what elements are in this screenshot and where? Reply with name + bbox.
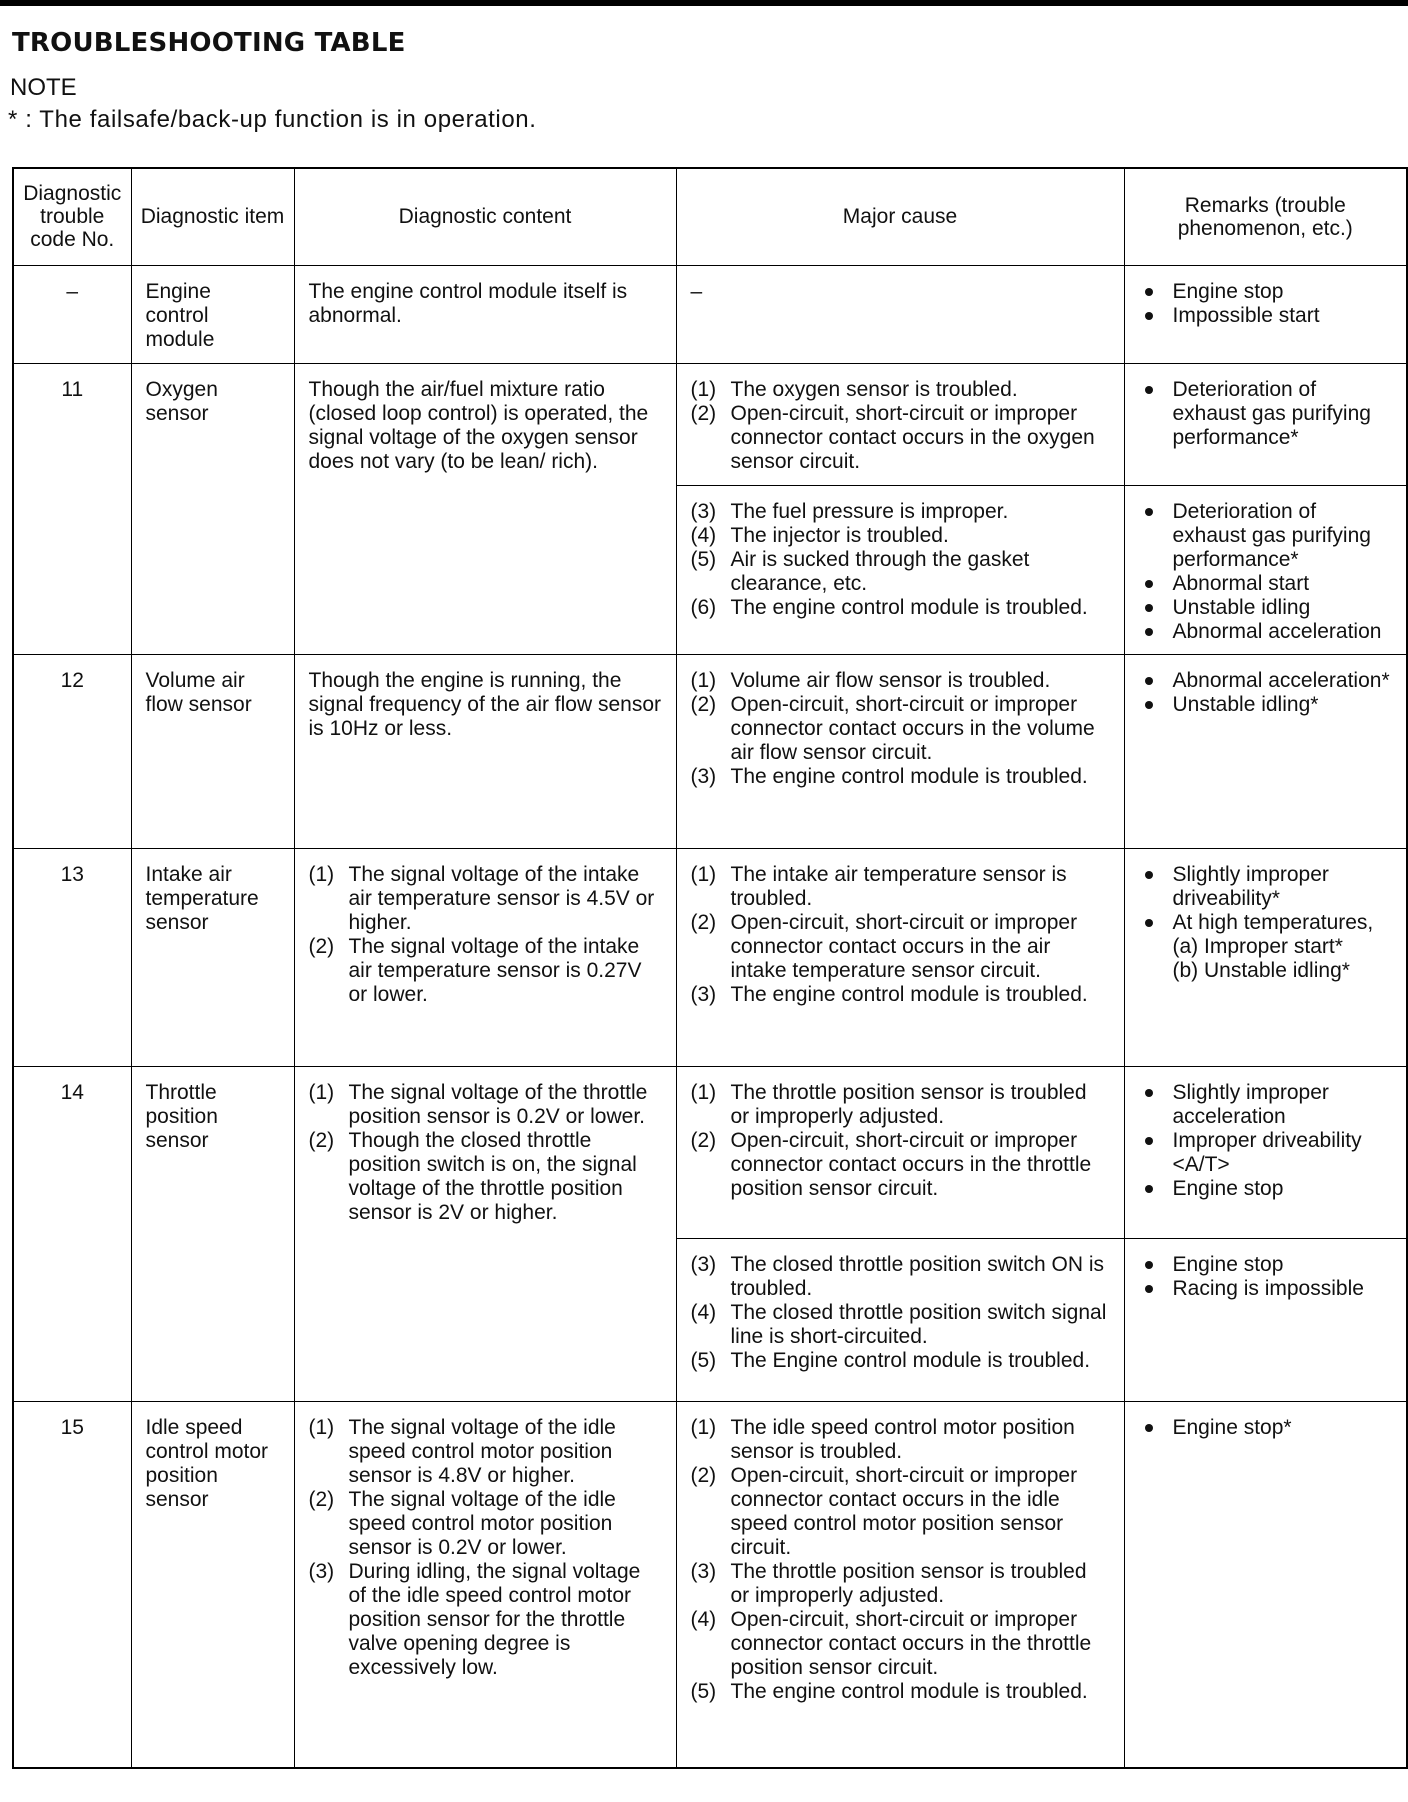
cause-list — [691, 669, 1110, 789]
bullet-icon — [1139, 1253, 1173, 1277]
item-number: (2) — [690, 1128, 717, 1152]
remark-item — [1139, 1253, 1393, 1277]
remarks-list — [1139, 1081, 1393, 1201]
bullet-icon — [1139, 1177, 1173, 1201]
item-text: The closed throttle position switch ON is troubled. — [730, 1252, 1104, 1300]
item-text: The throttle position sensor is troubled or improperly adjusted. — [730, 1559, 1087, 1607]
diagnostic-content — [294, 363, 676, 654]
item-number: (1) — [690, 668, 717, 692]
list-item — [691, 596, 1110, 620]
diagnostic-content — [294, 1401, 676, 1768]
list-item — [309, 863, 662, 935]
item-text: The engine control module is troubled. — [730, 982, 1088, 1006]
item-text: The idle speed control motor position sensor is troubled. — [730, 1415, 1075, 1463]
item-text: The oxygen sensor is troubled. — [730, 377, 1018, 401]
list-item — [691, 1416, 1110, 1464]
list-item — [309, 1488, 662, 1560]
item-number: (1) — [308, 1415, 335, 1439]
major-cause — [676, 1066, 1124, 1238]
cause-list — [691, 863, 1110, 1007]
remarks — [1124, 485, 1407, 654]
list-item — [691, 1253, 1110, 1301]
content-text: The engine control module itself is abnormal. — [308, 279, 628, 327]
cause-list — [691, 1081, 1110, 1201]
remarks — [1124, 848, 1407, 1066]
item-number: (4) — [690, 1607, 717, 1631]
list-item — [309, 1416, 662, 1488]
remarks — [1124, 1401, 1407, 1768]
trouble-code: 12 — [13, 654, 131, 848]
item-text: The engine control module is troubled. — [730, 1679, 1088, 1703]
content-list — [309, 1416, 662, 1680]
list-item — [691, 1129, 1110, 1201]
table-row — [13, 265, 1407, 363]
remark-item — [1139, 1129, 1393, 1177]
list-item — [691, 402, 1110, 474]
remark-item — [1139, 280, 1393, 304]
remark-item — [1139, 911, 1393, 983]
major-cause — [676, 654, 1124, 848]
item-number: (2) — [308, 934, 335, 958]
item-text: Open-circuit, short-circuit or improper connector contact occurs in the throttle position sensor circuit. — [730, 1607, 1092, 1679]
item-text: The injector is troubled. — [730, 523, 949, 547]
item-text: The signal voltage of the idle speed control motor position sensor is 4.8V or higher. — [348, 1415, 616, 1487]
major-cause — [676, 848, 1124, 1066]
bullet-icon — [1139, 1277, 1173, 1301]
cause-list — [691, 1253, 1110, 1373]
item-number: (5) — [690, 547, 717, 571]
cause-list — [691, 500, 1110, 620]
bullet-icon — [1139, 1129, 1173, 1177]
item-number: (5) — [690, 1348, 717, 1372]
remarks-list — [1139, 1416, 1393, 1440]
remark-text: Engine stop — [1172, 1252, 1284, 1276]
remark-item — [1139, 620, 1393, 644]
cause-text: – — [690, 279, 703, 303]
item-number: (2) — [690, 692, 717, 716]
item-text: Open-circuit, short-circuit or improper connector contact occurs in the oxygen sensor circuit. — [730, 401, 1095, 473]
bullet-icon — [1139, 693, 1173, 717]
item-number: (2) — [690, 1463, 717, 1487]
list-item — [309, 1560, 662, 1680]
header-remarks: Remarks (trouble phenomenon, etc.) — [1124, 168, 1407, 265]
list-item — [691, 500, 1110, 524]
major-cause — [676, 265, 1124, 363]
item-text: The signal voltage of the intake air temperature sensor is 0.27V or lower. — [348, 934, 642, 1006]
remark-text: Abnormal acceleration* — [1172, 668, 1390, 692]
item-number: (3) — [690, 1559, 717, 1583]
header-content: Diagnostic content — [294, 168, 676, 265]
remark-item — [1139, 1177, 1393, 1201]
item-number: (2) — [308, 1128, 335, 1152]
list-item — [691, 1560, 1110, 1608]
item-text: The throttle position sensor is troubled or improperly adjusted. — [730, 1080, 1087, 1128]
item-number: (1) — [690, 862, 717, 886]
content-list — [309, 1081, 662, 1225]
item-number: (3) — [308, 1559, 335, 1583]
item-number: (3) — [690, 982, 717, 1006]
remarks — [1124, 654, 1407, 848]
item-text: Open-circuit, short-circuit or improper connector contact occurs in the volume air flow sensor circuit. — [730, 692, 1095, 764]
bullet-icon — [1139, 911, 1173, 983]
remark-item — [1139, 572, 1393, 596]
bullet-icon — [1139, 596, 1173, 620]
remark-text: Slightly improper acceleration — [1172, 1080, 1329, 1128]
bullet-icon — [1139, 304, 1173, 328]
header-code: Diagnostic trouble code No. — [13, 168, 131, 265]
major-cause — [676, 1238, 1124, 1401]
remark-item — [1139, 863, 1393, 911]
table-row — [13, 1401, 1407, 1768]
troubleshooting-table — [12, 167, 1408, 1769]
remarks — [1124, 265, 1407, 363]
item-number: (1) — [690, 1080, 717, 1104]
remark-text: Impossible start — [1172, 303, 1320, 327]
list-item — [691, 378, 1110, 402]
remarks-list — [1139, 1253, 1393, 1301]
list-item — [691, 983, 1110, 1007]
list-item — [691, 1680, 1110, 1704]
list-item — [691, 1301, 1110, 1349]
trouble-code: 15 — [13, 1401, 131, 1768]
list-item — [691, 669, 1110, 693]
remark-item — [1139, 693, 1393, 717]
item-number: (6) — [690, 595, 717, 619]
list-item — [691, 1081, 1110, 1129]
remarks-list — [1139, 863, 1393, 983]
item-number: (1) — [690, 377, 717, 401]
list-item — [691, 911, 1110, 983]
page-title: TROUBLESHOOTING TABLE — [12, 28, 406, 58]
bullet-icon — [1139, 620, 1173, 644]
remark-text: At high temperatures, (a) Improper start* (b) Unstable idling* — [1172, 910, 1374, 982]
remarks — [1124, 1066, 1407, 1238]
remarks — [1124, 363, 1407, 485]
item-text: The signal voltage of the intake air temperature sensor is 4.5V or higher. — [348, 862, 655, 934]
item-number: (3) — [690, 764, 717, 788]
bullet-icon — [1139, 863, 1173, 911]
diagnostic-content — [294, 654, 676, 848]
diagnostic-item: Volume air flow sensor — [131, 654, 294, 848]
remark-item — [1139, 1416, 1393, 1440]
remark-item — [1139, 669, 1393, 693]
bullet-icon — [1139, 669, 1173, 693]
note-label: NOTE — [10, 74, 77, 101]
remark-text: Deterioration of exhaust gas purifying performance* — [1172, 499, 1371, 571]
table-row — [13, 363, 1407, 485]
bullet-icon — [1139, 280, 1173, 304]
list-item — [691, 1349, 1110, 1373]
list-item — [691, 693, 1110, 765]
remark-text: Racing is impossible — [1172, 1276, 1364, 1300]
item-text: The engine control module is troubled. — [730, 595, 1088, 619]
content-list — [309, 863, 662, 1007]
remark-item — [1139, 596, 1393, 620]
item-number: (1) — [308, 862, 335, 886]
diagnostic-content — [294, 1066, 676, 1401]
item-number: (2) — [690, 401, 717, 425]
item-number: (4) — [690, 1300, 717, 1324]
remark-item — [1139, 1081, 1393, 1129]
header-item: Diagnostic item — [131, 168, 294, 265]
remarks-list — [1139, 280, 1393, 328]
diagnostic-item: Idle speed control motor position sensor — [131, 1401, 294, 1768]
cause-list — [691, 1416, 1110, 1704]
remarks-list — [1139, 669, 1393, 717]
cause-list — [691, 378, 1110, 474]
item-text: Open-circuit, short-circuit or improper connector contact occurs in the air intake temperature sensor circuit. — [730, 910, 1078, 982]
bullet-icon — [1139, 500, 1173, 572]
remark-item — [1139, 500, 1393, 572]
diagnostic-item: Oxygen sensor — [131, 363, 294, 654]
item-text: Volume air flow sensor is troubled. — [730, 668, 1051, 692]
trouble-code: – — [13, 265, 131, 363]
remark-text: Engine stop* — [1172, 1415, 1292, 1439]
list-item — [691, 765, 1110, 789]
table-row — [13, 654, 1407, 848]
diagnostic-content — [294, 265, 676, 363]
item-text: The Engine control module is troubled. — [730, 1348, 1091, 1372]
item-number: (2) — [308, 1487, 335, 1511]
list-item — [691, 548, 1110, 596]
remark-item — [1139, 304, 1393, 328]
item-number: (1) — [308, 1080, 335, 1104]
major-cause — [676, 363, 1124, 485]
table-row — [13, 1066, 1407, 1238]
item-text: During idling, the signal voltage of the idle speed control motor position sensor for the throttle valve opening degree is excessively low. — [348, 1559, 641, 1679]
table-body — [13, 265, 1407, 1768]
header-cause: Major cause — [676, 168, 1124, 265]
item-number: (5) — [690, 1679, 717, 1703]
remark-text: Slightly improper driveability* — [1172, 862, 1329, 910]
trouble-code: 13 — [13, 848, 131, 1066]
remarks — [1124, 1238, 1407, 1401]
note-text: * : The failsafe/back-up function is in operation. — [8, 106, 537, 133]
item-text: Though the closed throttle position switch is on, the signal voltage of the throttle position sensor is 2V or higher. — [348, 1128, 637, 1224]
list-item — [691, 1464, 1110, 1560]
top-rule — [0, 0, 1408, 6]
remark-text: Deterioration of exhaust gas purifying performance* — [1172, 377, 1371, 449]
remarks-list — [1139, 500, 1393, 644]
remark-text: Abnormal start — [1172, 571, 1310, 595]
remark-item — [1139, 1277, 1393, 1301]
header-row — [13, 168, 1407, 265]
major-cause — [676, 1401, 1124, 1768]
item-text: The signal voltage of the throttle position sensor is 0.2V or lower. — [348, 1080, 648, 1128]
list-item — [309, 935, 662, 1007]
item-text: Open-circuit, short-circuit or improper connector contact occurs in the throttle position sensor circuit. — [730, 1128, 1092, 1200]
item-text: The closed throttle position switch signal line is short-circuited. — [730, 1300, 1107, 1348]
diagnostic-item: Throttle position sensor — [131, 1066, 294, 1401]
item-text: The fuel pressure is improper. — [730, 499, 1009, 523]
item-text: Air is sucked through the gasket clearance, etc. — [730, 547, 1030, 595]
item-number: (1) — [690, 1415, 717, 1439]
item-number: (4) — [690, 523, 717, 547]
list-item — [309, 1129, 662, 1225]
bullet-icon — [1139, 572, 1173, 596]
list-item — [691, 524, 1110, 548]
trouble-code: 14 — [13, 1066, 131, 1401]
bullet-icon — [1139, 1081, 1173, 1129]
item-text: Open-circuit, short-circuit or improper connector contact occurs in the idle speed control motor position sensor circuit. — [730, 1463, 1078, 1559]
bullet-icon — [1139, 378, 1173, 450]
remarks-list — [1139, 378, 1393, 450]
list-item — [309, 1081, 662, 1129]
bullet-icon — [1139, 1416, 1173, 1440]
item-number: (3) — [690, 1252, 717, 1276]
list-item — [691, 863, 1110, 911]
remark-text: Improper driveability <A/T> — [1172, 1128, 1362, 1176]
remark-text: Unstable idling* — [1172, 692, 1319, 716]
diagnostic-item: Engine control module — [131, 265, 294, 363]
content-text: Though the engine is running, the signal frequency of the air flow sensor is 10Hz or less. — [308, 668, 662, 740]
trouble-code: 11 — [13, 363, 131, 654]
list-item — [691, 1608, 1110, 1680]
remark-text: Unstable idling — [1172, 595, 1311, 619]
item-number: (3) — [690, 499, 717, 523]
item-text: The intake air temperature sensor is troubled. — [730, 862, 1067, 910]
remark-text: Engine stop — [1172, 1176, 1284, 1200]
content-text: Though the air/fuel mixture ratio (closed loop control) is operated, the signal voltage of the oxygen sensor does not vary (to be lean/ rich). — [308, 377, 649, 473]
remark-text: Abnormal acceleration — [1172, 619, 1382, 643]
item-text: The engine control module is troubled. — [730, 764, 1088, 788]
item-number: (2) — [690, 910, 717, 934]
item-text: The signal voltage of the idle speed control motor position sensor is 0.2V or lower. — [348, 1487, 616, 1559]
remark-text: Engine stop — [1172, 279, 1284, 303]
remark-item — [1139, 378, 1393, 450]
diagnostic-content — [294, 848, 676, 1066]
major-cause — [676, 485, 1124, 654]
table-row — [13, 848, 1407, 1066]
diagnostic-item: Intake air temperature sensor — [131, 848, 294, 1066]
